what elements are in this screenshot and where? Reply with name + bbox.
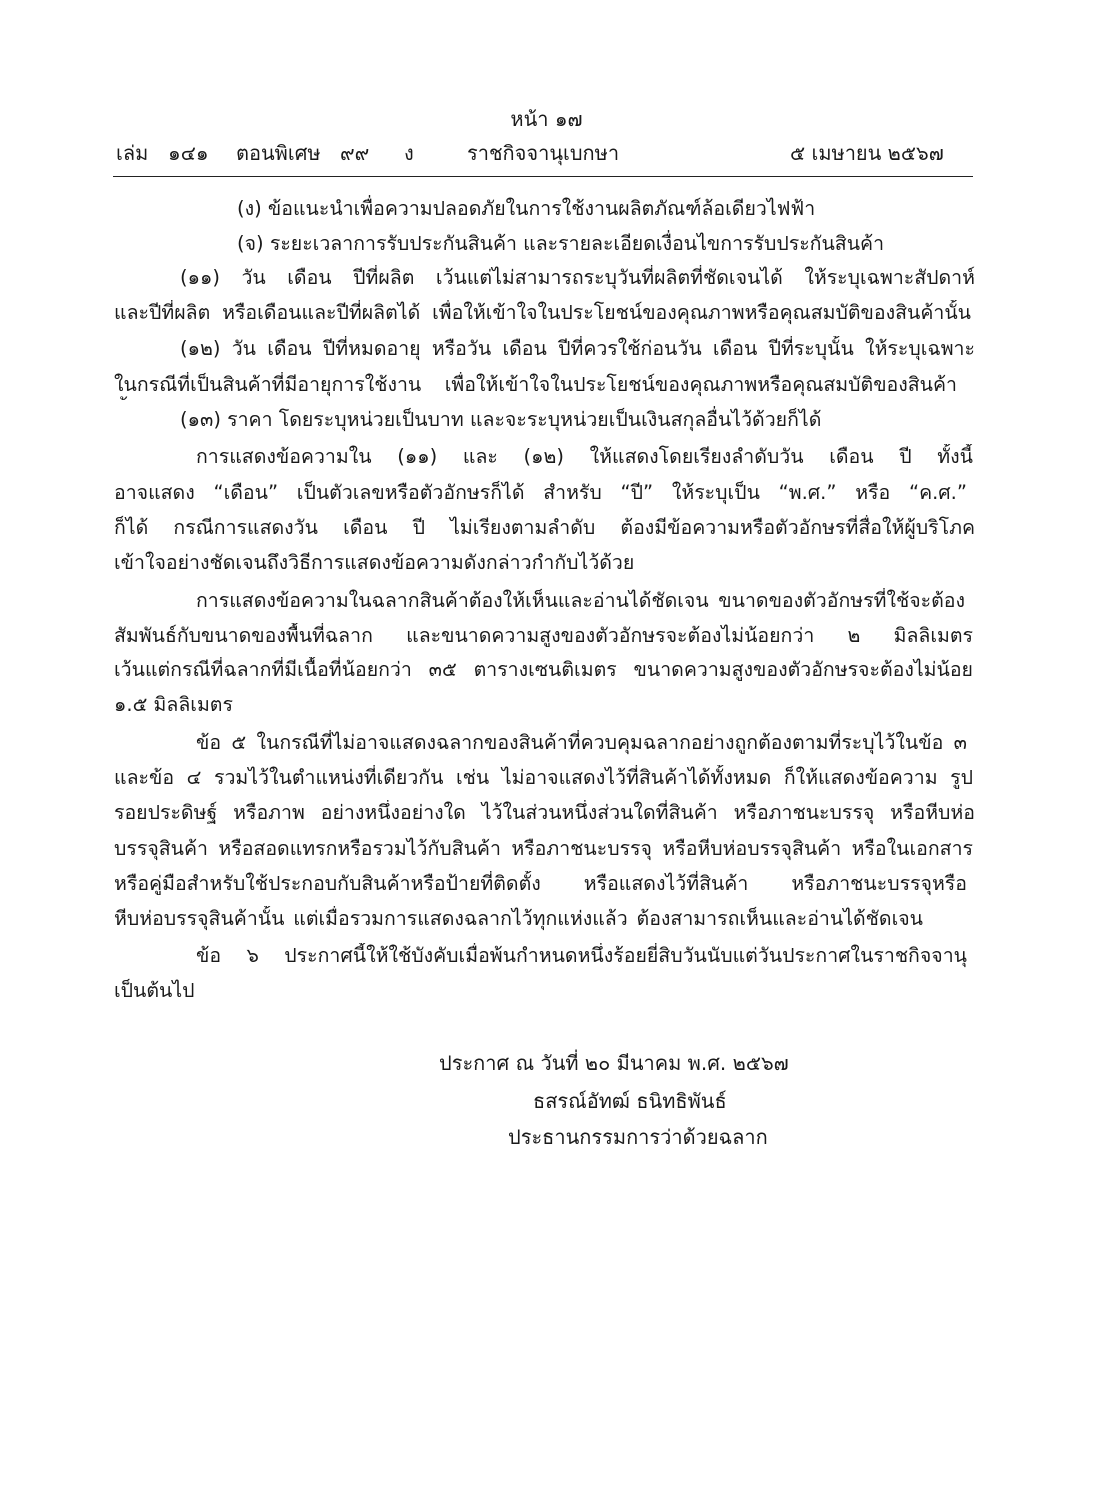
header-issue: ตอนพิเศษ [236, 141, 321, 165]
text-line: และข้อ ๔ รวมไว้ในตำแหน่งที่เดียวกัน เช่น ไม่อาจแสดงไว้ที่สินค้าได้ทั้งหมด ก็ให้แสดงข้อความ รูป [114, 766, 973, 789]
header-publication: ราชกิจจานุเบกษา [467, 141, 620, 165]
text-line: ๑.๕ มิลลิเมตร [114, 693, 233, 716]
header-date: ๕ เมษายน ๒๕๖๗ [790, 141, 944, 165]
text-line: (๑๒) วัน เดือน ปีที่หมดอายุ หรือวัน เดือน ปีที่ควรใช้ก่อนวัน เดือน ปีที่ระบุนั้น ให้ระบุเฉพาะ [180, 337, 975, 360]
text-line: ในกรณีที่เป็นสินค้าที่มีอายุการใช้งาน เพื่อให้เข้าใจในประโยชน์ของคุณภาพหรือคุณสมบัติของสินค้า [114, 373, 957, 396]
text-line: การแสดงข้อความใน (๑๑) และ (๑๒) ให้แสดงโดยเรียงลำดับวัน เดือน ปี ทั้งนี้ [196, 445, 973, 468]
header-section: ง [404, 141, 414, 165]
text-line: (๑๑) วัน เดือน ปีที่ผลิต เว้นแต่ไม่สามารถระบุวันที่ผลิตที่ชัดเจนได้ ให้ระบุเฉพาะสัปดาห์ [180, 266, 975, 289]
announcement-date: ประกาศ ณ วันที่ ๒๐ มีนาคม พ.ศ. ๒๕๖๗ [439, 1051, 789, 1075]
header-rule [113, 176, 973, 177]
signatory-name: ธสรณ์อัทฒ์ ธนิทธิพันธ์ [533, 1089, 727, 1113]
text-line: บรรจุสินค้า หรือสอดแทรกหรือรวมไว้กับสินค้า หรือภาชนะบรรจุ หรือหีบห่อบรรจุสินค้า หรือในเอกสาร [114, 837, 973, 860]
header-volume: เล่ม [116, 141, 149, 165]
text-line: ก็ได้ กรณีการแสดงวัน เดือน ปี ไม่เรียงตามลำดับ ต้องมีข้อความหรือตัวอักษรที่สื่อให้ผู้บริโภค [114, 516, 975, 539]
text-line: (๑๓) ราคา โดยระบุหน่วยเป็นบาท และจะระบุหน่วยเป็นเงินสกุลอื่นไว้ด้วยก็ได้ [180, 408, 822, 431]
text-line: หรือคู่มือสำหรับใช้ประกอบกับสินค้าหรือป้ายที่ติดตั้ง หรือแสดงไว้ที่สินค้า หรือภาชนะบรรจุหรือ [114, 872, 967, 895]
text-line: หีบห่อบรรจุสินค้านั้น แต่เมื่อรวมการแสดงฉลากไว้ทุกแห่งแล้ว ต้องสามารถเห็นและอ่านได้ชัดเจน [114, 907, 923, 930]
text-line: อาจแสดง “เดือน” เป็นตัวเลขหรือตัวอักษรก็ได้ สำหรับ “ปี” ให้ระบุเป็น “พ.ศ.” หรือ “ค.ศ.” [114, 481, 967, 504]
text-line: (จ) ระยะเวลาการรับประกันสินค้า และรายละเอียดเงื่อนไขการรับประกันสินค้า [237, 232, 885, 255]
signatory-title: ประธานกรรมการว่าด้วยฉลาก [508, 1125, 768, 1149]
page-number: หน้า ๑๗ [510, 107, 583, 131]
text-line: การแสดงข้อความในฉลากสินค้าต้องให้เห็นและอ่านได้ชัดเจน ขนาดของตัวอักษรที่ใช้จะต้อง [196, 589, 965, 612]
text-line: (ง) ข้อแนะนำเพื่อความปลอดภัยในการใช้งานผลิตภัณฑ์ล้อเดียวไฟฟ้า [237, 197, 816, 220]
text-line: สัมพันธ์กับขนาดของพื้นที่ฉลาก และขนาดความสูงของตัวอักษรจะต้องไม่น้อยกว่า ๒ มิลลิเมตร [114, 624, 973, 647]
text-line: ข้อ ๕ ในกรณีที่ไม่อาจแสดงฉลากของสินค้าที่ควบคุมฉลากอย่างถูกต้องตามที่ระบุไว้ในข้อ ๓ [196, 731, 967, 754]
text-line: เป็นต้นไป [114, 979, 195, 1002]
header-volume-number: ๑๔๑ [168, 141, 209, 165]
header-issue-number: ๙๙ [340, 141, 370, 165]
text-line: เว้นแต่กรณีที่ฉลากที่มีเนื้อที่น้อยกว่า ๓๕ ตารางเซนติเมตร ขนาดความสูงของตัวอักษรจะต้องไม่น้อย [114, 658, 973, 681]
text-line: เข้าใจอย่างชัดเจนถึงวิธีการแสดงข้อความดังกล่าวกำกับไว้ด้วย [114, 551, 635, 574]
text-line: รอยประดิษฐ์ หรือภาพ อย่างหนึ่งอย่างใด ไว้ในส่วนหนึ่งส่วนใดที่สินค้า หรือภาชนะบรรจุ หรือหีบห่อ [114, 801, 975, 824]
text-line: และปีที่ผลิต หรือเดือนและปีที่ผลิตได้ เพื่อให้เข้าใจในประโยชน์ของคุณภาพหรือคุณสมบัติของสินค้านั้น [114, 301, 971, 324]
text-line: ข้อ ๖ ประกาศนี้ให้ใช้บังคับเมื่อพ้นกำหนดหนึ่งร้อยยี่สิบวันนับแต่วันประกาศในราชกิจจานุ [196, 944, 967, 967]
